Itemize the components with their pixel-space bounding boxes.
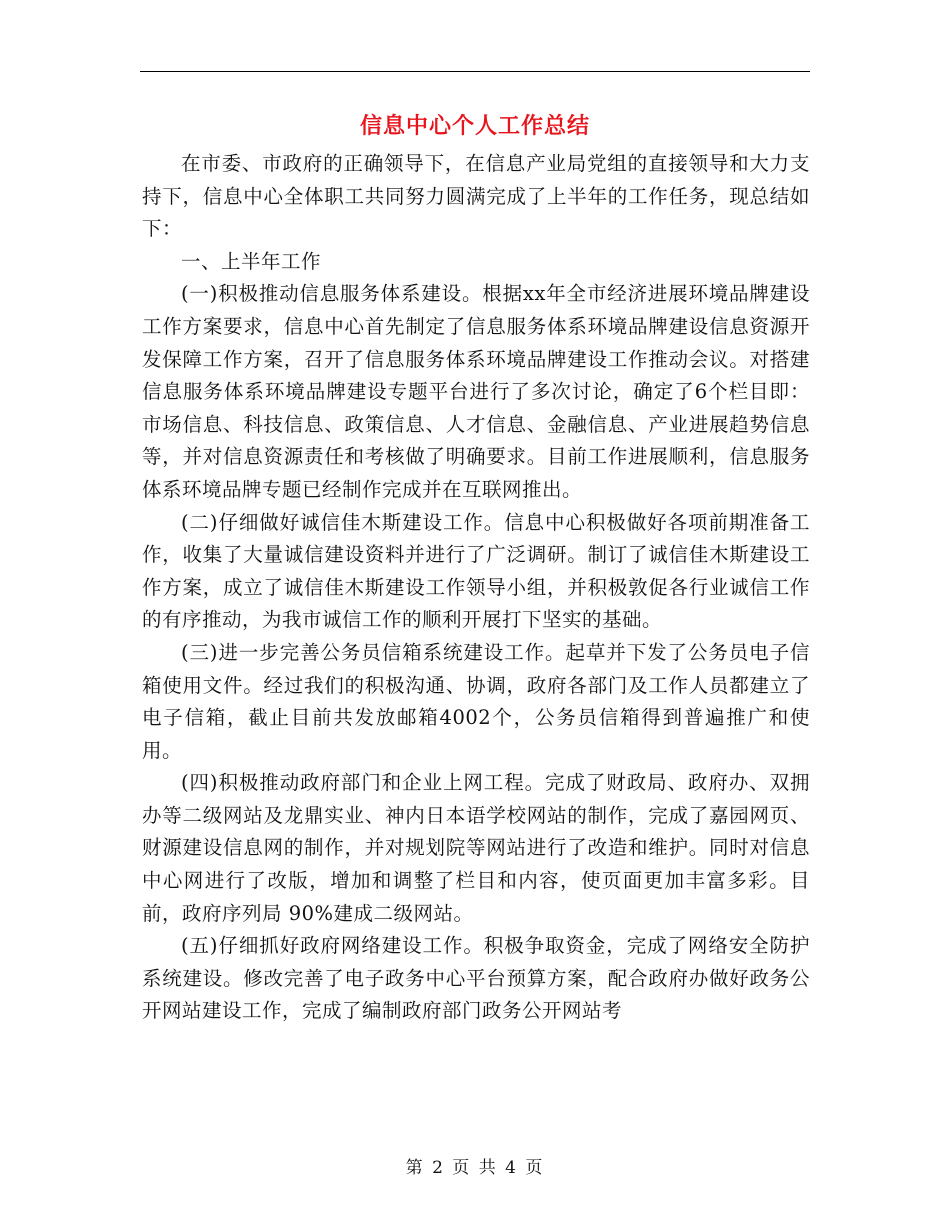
- document-body: [142, 148, 810, 1028]
- document-title: 信息中心个人工作总结: [359, 113, 590, 139]
- item-1-paragraph: (一)积极推动信息服务体系建设。根据xx年全市经济进展环境品牌建设工作方案要求，信息中心首先制定了信息服务体系环境品牌建设信息资源开发保障工作方案，召开了信息服务体系环境品牌建设工作推动会议。对搭建信息服务体系环境品牌建设专题平台进行了多次讨论，确定了6个栏目即：市场信息、科技信息、政策信息、人才信息、金融信息、产业进展趋势信息等，并对信息资源责任和考核做了明确要求。目前工作进展顺利，信息服务体系环境品牌专题已经制作完成并在互联网推出。: [142, 282, 810, 501]
- item-2-paragraph: (二)仔细做好诚信佳木斯建设工作。信息中心积极做好各项前期准备工作，收集了大量诚信建设资料并进行了广泛调研。制订了诚信佳木斯建设工作方案，成立了诚信佳木斯建设工作领导小组，并积极敦促各行业诚信工作的有序推动，为我市诚信工作的顺利开展打下坚实的基础。: [142, 510, 810, 632]
- item-5-paragraph: (五)仔细抓好政府网络建设工作。积极争取资金，完成了网络安全防护系统建设。修改完善了电子政务中心平台预算方案，配合政府办做好政务公开网站建设工作，完成了编制政府部门政务公开网站考: [142, 934, 810, 1023]
- section-heading: 一、上半年工作: [181, 249, 322, 273]
- header-rule: [140, 71, 810, 72]
- item-4-paragraph: (四)积极推动政府部门和企业上网工程。完成了财政局、政府办、双拥办等二级网站及龙鼎实业、神内日本语学校网站的制作，完成了嘉园网页、财源建设信息网的制作，并对规划院等网站进行了改造和维护。同时对信息中心网进行了改版，增加和调整了栏目和内容，使页面更加丰富多彩。目前，政府序列局 90%建成二级网站。: [142, 771, 810, 925]
- intro-paragraph: 在市委、市政府的正确领导下，在信息产业局党组的直接领导和大力支持下，信息中心全体职工共同努力圆满完成了上半年的工作任务，现总结如下：: [142, 152, 810, 241]
- item-3-paragraph: (三)进一步完善公务员信箱系统建设工作。起草并下发了公务员电子信箱使用文件。经过我们的积极沟通、协调，政府各部门及工作人员都建立了电子信箱，截止目前共发放邮箱4002个，公务员信箱得到普遍推广和使用。: [142, 640, 810, 762]
- page-footer: 第 2 页 共 4 页: [405, 1158, 545, 1178]
